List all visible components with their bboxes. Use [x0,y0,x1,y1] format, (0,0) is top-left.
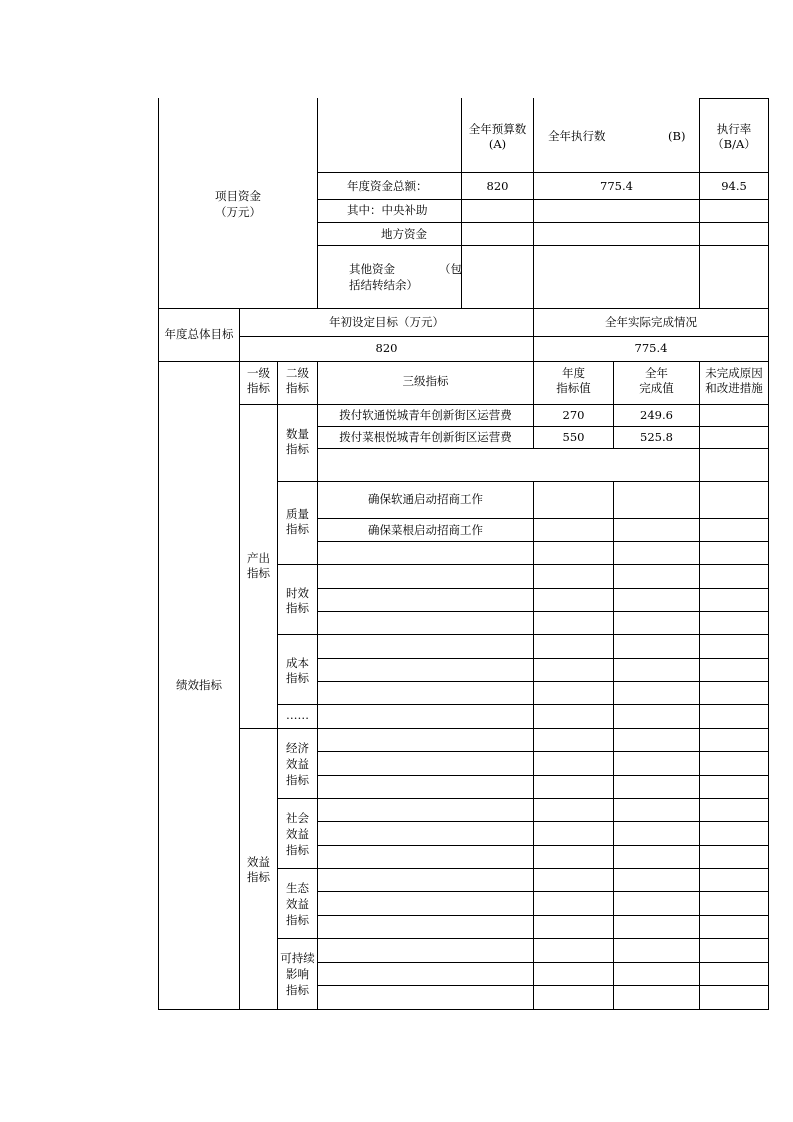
grid-line [533,481,534,1010]
grid-line [699,361,700,1010]
header-level1-cont: 指标 [247,381,270,395]
social-indicators: 社会 [286,811,309,825]
fund-row-label: 地方资金 [381,227,427,241]
social-indicators-cont: 效益 [286,827,309,841]
header-reason-cont: 和改进措施 [705,381,763,395]
eco-indicators: 生态 [286,881,309,895]
grid-line [317,588,769,589]
col-exec-header: 全年执行数 [548,129,606,143]
fund-row-rate: 94.5 [721,179,747,193]
grid-line [317,915,769,916]
quality-indicators-cont: 指标 [286,522,309,536]
grid-line [317,199,769,200]
grid-line [317,611,769,612]
grid-line [277,481,769,482]
grid-line [317,751,769,752]
goal-actual-value: 775.4 [634,341,668,355]
fund-row-label: 年度资金总额： [347,179,428,193]
grid-line [158,308,769,309]
grid-line [277,704,769,705]
col-rate-header-mark: （B/A） [712,137,756,151]
qty-row-done: 525.8 [640,430,673,444]
econ-indicators-cont: 效益 [286,757,309,771]
qty-row-name: 拨付菜根悦城青年创新街区运营费 [339,430,512,444]
header-level2: 二级 [286,366,309,380]
econ-indicators: 经济 [286,741,309,755]
perf-label: 绩效指标 [176,678,222,692]
time-indicators-cont: 指标 [286,601,309,615]
grid-line [239,361,240,1010]
quality-row-name: 确保菜根启动招商工作 [368,523,483,537]
header-reason: 未完成原因 [705,366,763,380]
econ-indicators-cont2: 指标 [286,773,309,787]
header-level2-cont: 指标 [286,381,309,395]
fund-row-exec: 775.4 [600,179,633,193]
grid-line [317,845,769,846]
grid-line [317,821,769,822]
qty-row-name: 拨付软通悦城青年创新街区运营费 [339,408,512,422]
output-indicators-cont: 指标 [247,566,270,580]
grid-line [317,172,769,173]
benefit-indicators-cont: 指标 [247,870,270,884]
col-rate-header: 执行率 [716,122,752,136]
grid-line [158,1009,769,1010]
goal-label: 年度总体目标 [164,327,234,341]
grid-line [239,404,769,405]
header-level3: 三级指标 [402,374,449,388]
sust-indicators-cont: 影响 [286,967,309,981]
qty-row-target: 550 [562,430,585,444]
qty-row-done: 249.6 [640,408,673,422]
grid-line [277,798,769,799]
grid-line [277,634,769,635]
grid-line [317,245,769,246]
fund-row-label-cont: 括结转结余） [349,278,418,292]
sust-indicators-cont2: 指标 [286,983,309,997]
cost-indicators-cont: 指标 [286,671,309,685]
fund-row-label: 其他资金 [349,262,395,276]
output-indicators: 产出 [247,551,270,565]
social-indicators-cont2: 指标 [286,843,309,857]
grid-line [317,426,769,427]
eco-indicators-cont: 效益 [286,897,309,911]
grid-line [317,985,769,986]
grid-line [317,681,769,682]
grid-line [317,98,318,308]
grid-line [768,98,769,1010]
grid-line [158,98,159,1010]
header-target-cont: 指标值 [556,381,591,395]
col-budget-header-mark: (A) [488,137,507,151]
fund-row-budget: 820 [486,179,509,193]
qty-row-target: 270 [562,408,585,422]
grid-line [699,98,769,99]
header-done-cont: 完成值 [639,381,674,395]
grid-line [317,222,769,223]
grid-line [277,868,769,869]
eco-indicators-cont2: 指标 [286,913,309,927]
benefit-indicators: 效益 [247,855,270,869]
qty-indicators-cont: 指标 [286,442,309,456]
fund-row-label: 其中：中央补助 [347,203,428,217]
grid-line [317,541,769,542]
col-budget-header: 全年预算数 [468,122,527,136]
grid-line [277,938,769,939]
grid-line [158,361,769,362]
fund-row-label-tail: （包 [439,262,462,276]
grid-line [239,728,769,729]
qty-indicators: 数量 [286,427,309,441]
grid-line [317,775,769,776]
fund-section-label: 项目资金 [215,189,261,203]
header-level1: 一级 [247,366,270,380]
goal-planned-header: 年初设定目标（万元） [329,315,444,329]
goal-actual-header: 全年实际完成情况 [605,315,697,329]
grid-line [317,891,769,892]
time-indicators: 时效 [286,586,309,600]
grid-line [317,518,769,519]
cost-indicators: 成本 [286,656,309,670]
header-target: 年度 [562,366,585,380]
grid-line [317,361,318,1010]
grid-line [613,481,614,1010]
col-exec-header-mark: (B) [668,129,686,143]
goal-planned-value: 820 [375,341,398,355]
quality-indicators: 质量 [286,507,309,521]
grid-line [317,448,769,449]
header-done: 全年 [645,366,668,380]
grid-line [239,336,769,337]
grid-line [277,564,769,565]
fund-section-unit: （万元） [215,205,261,219]
grid-line [317,658,769,659]
grid-line [317,962,769,963]
sust-indicators: 可持续 [280,951,315,965]
quality-row-name: 确保软通启动招商工作 [368,492,483,506]
ellipsis: …… [286,708,309,722]
